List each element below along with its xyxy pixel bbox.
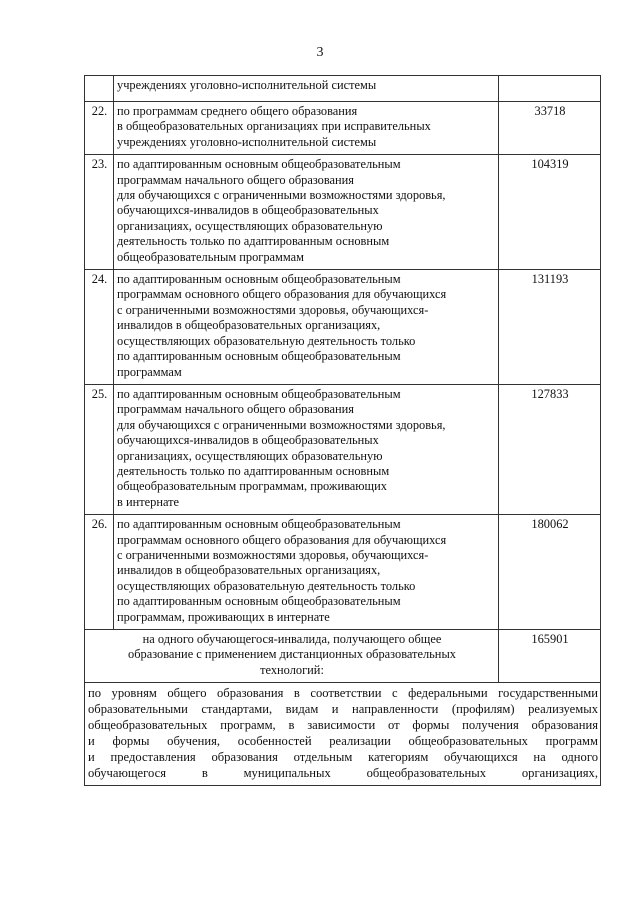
row-number: 24. — [85, 270, 114, 385]
description-line: программам начального общего образования — [117, 172, 354, 187]
row-description — [114, 515, 499, 630]
table-row — [85, 155, 601, 270]
description-line: программам — [117, 364, 182, 379]
row-number — [85, 76, 114, 102]
description-line: по адаптированным основным общеобразовательным — [117, 272, 401, 287]
section-header-text — [85, 683, 601, 786]
description-line: программам основного общего образования для обучающихся — [117, 532, 447, 547]
description-line: по адаптированным основным общеобразовательным — [117, 517, 401, 532]
description-line: на одного обучающегося-инвалида, получающего общее — [142, 632, 442, 646]
description-line: с ограниченными возможностями здоровья, обучающихся- — [117, 302, 429, 317]
row-description — [114, 155, 499, 270]
description-line: организациях, осуществляющих образовательную — [117, 448, 383, 463]
row-description — [114, 270, 499, 385]
description-line: в общеобразовательных организациях при исправительных — [117, 119, 431, 134]
funding-norms-table — [84, 75, 601, 786]
description-line: учреждениях уголовно-исполнительной системы — [117, 78, 377, 92]
row-description — [114, 76, 499, 102]
description-line: по адаптированным основным общеобразовательным — [117, 594, 401, 609]
description-line: программам начального общего образования — [117, 402, 354, 417]
table-row — [85, 270, 601, 385]
row-number: 22. — [85, 102, 114, 155]
table-row — [85, 102, 601, 155]
summary-value: 165901 — [499, 630, 601, 683]
description-line: с ограниченными возможностями здоровья, обучающихся- — [117, 547, 429, 562]
description-line: обучающихся-инвалидов в общеобразовательных — [117, 433, 379, 448]
row-number: 25. — [85, 384, 114, 514]
description-line: по адаптированным основным общеобразовательным — [117, 157, 401, 172]
description-line: осуществляющих образовательную деятельность только — [117, 578, 416, 593]
paragraph-line: обучающегося в муниципальных общеобразовательных организациях, — [88, 766, 598, 781]
row-value: 131193 — [499, 270, 601, 385]
description-line: обучающихся-инвалидов в общеобразовательных — [117, 203, 379, 218]
row-value: 104319 — [499, 155, 601, 270]
paragraph-line: и формы обучения, особенностей реализации общеобразовательных программ — [88, 734, 598, 749]
paragraph-line: общеобразовательных программ, в зависимости от формы получения образования — [88, 718, 598, 733]
description-line: для обучающихся с ограниченными возможностями здоровья, — [117, 188, 446, 203]
description-line: в интернате — [117, 494, 180, 509]
row-description — [114, 102, 499, 155]
description-line: по программам среднего общего образования — [117, 104, 358, 118]
table-row — [85, 384, 601, 514]
description-line: технологий: — [260, 662, 324, 677]
paragraph-line: и предоставления образования отдельным категориям обучающихся на одного — [88, 750, 598, 765]
description-line: деятельность только по адаптированным основным — [117, 234, 390, 249]
description-line: программам основного общего образования для обучающихся — [117, 287, 447, 302]
description-line: инвалидов в общеобразовательных организациях, — [117, 563, 381, 578]
description-line: для обучающихся с ограниченными возможностями здоровья, — [117, 417, 446, 432]
description-line: общеобразовательным программам, проживающих — [117, 479, 387, 494]
row-description — [114, 384, 499, 514]
row-number: 26. — [85, 515, 114, 630]
description-line: по адаптированным основным общеобразовательным — [117, 349, 401, 364]
description-line: образование с применением дистанционных образовательных — [128, 647, 456, 662]
description-line: осуществляющих образовательную деятельность только — [117, 333, 416, 348]
description-line: деятельность только по адаптированным основным — [117, 463, 390, 478]
description-line: инвалидов в общеобразовательных организациях, — [117, 318, 381, 333]
row-value: 180062 — [499, 515, 601, 630]
description-line: учреждениях уголовно-исполнительной системы — [117, 134, 377, 149]
page-number: 3 — [316, 45, 324, 60]
description-line: программам, проживающих в интернате — [117, 609, 330, 624]
summary-description — [85, 630, 499, 683]
row-number: 23. — [85, 155, 114, 270]
row-value — [499, 76, 601, 102]
row-value: 127833 — [499, 384, 601, 514]
table-row — [85, 76, 601, 102]
paragraph-line: образовательными стандартами, видам и направленности (профилям) реализуемых — [88, 702, 598, 717]
description-line: организациях, осуществляющих образовательную — [117, 218, 383, 233]
paragraph-line: по уровням общего образования в соответствии с федеральными государственными — [88, 686, 598, 701]
description-line: по адаптированным основным общеобразовательным — [117, 386, 401, 401]
summary-row — [85, 630, 601, 683]
table-row — [85, 515, 601, 630]
row-value: 33718 — [499, 102, 601, 155]
description-line: общеобразовательным программам — [117, 249, 304, 264]
section-header-row — [85, 683, 601, 786]
